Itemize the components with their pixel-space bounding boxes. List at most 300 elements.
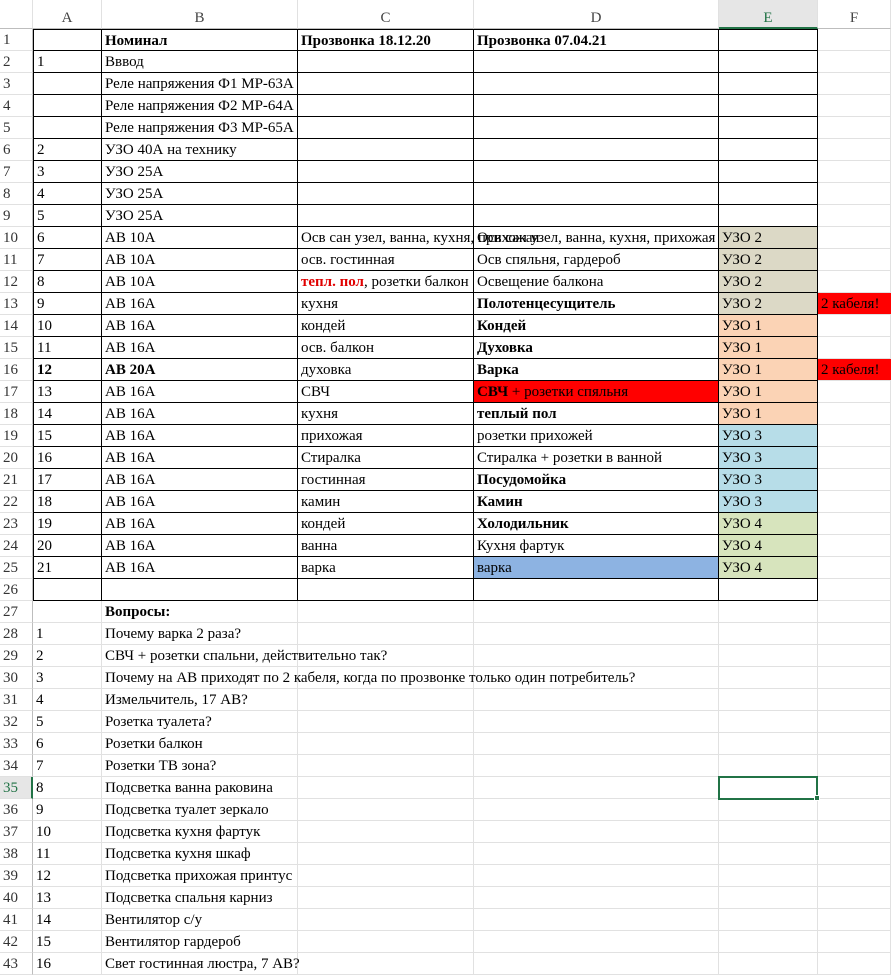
cell-e8[interactable] [719, 183, 818, 205]
cell-c25[interactable] [298, 557, 474, 579]
cell-b9[interactable] [102, 205, 298, 227]
row-header-19[interactable]: 19 [0, 425, 33, 447]
active-cell-selection[interactable] [718, 776, 818, 800]
cell-f39[interactable] [818, 865, 891, 887]
cell-a40[interactable] [33, 887, 102, 909]
column-header-c[interactable]: C [298, 0, 474, 29]
cell-c21[interactable] [298, 469, 474, 491]
cell-a34[interactable] [33, 755, 102, 777]
cell-c37[interactable] [298, 821, 474, 843]
cell-d4[interactable] [474, 95, 719, 117]
row-header-37[interactable]: 37 [0, 821, 33, 843]
row-header-29[interactable]: 29 [0, 645, 33, 667]
cell-d1[interactable] [474, 29, 719, 51]
cell-b4[interactable] [102, 95, 298, 117]
cell-f14[interactable] [818, 315, 891, 337]
cell-d17[interactable] [474, 381, 719, 403]
cell-b18[interactable] [102, 403, 298, 425]
cell-d41[interactable] [474, 909, 719, 931]
cell-e30[interactable] [719, 667, 818, 689]
cell-e5[interactable] [719, 117, 818, 139]
cell-c16[interactable] [298, 359, 474, 381]
cell-f42[interactable] [818, 931, 891, 953]
cell-d8[interactable] [474, 183, 719, 205]
cell-a43[interactable] [33, 953, 102, 975]
row-header-32[interactable]: 32 [0, 711, 33, 733]
cell-e37[interactable] [719, 821, 818, 843]
cell-c7[interactable] [298, 161, 474, 183]
cell-c41[interactable] [298, 909, 474, 931]
cell-c18[interactable] [298, 403, 474, 425]
row-header-14[interactable]: 14 [0, 315, 33, 337]
cell-a11[interactable] [33, 249, 102, 271]
cell-d19[interactable] [474, 425, 719, 447]
row-header-7[interactable]: 7 [0, 161, 33, 183]
select-all-corner[interactable] [0, 0, 33, 29]
cell-b20[interactable] [102, 447, 298, 469]
cell-e36[interactable] [719, 799, 818, 821]
cell-b2[interactable] [102, 51, 298, 73]
row-header-39[interactable]: 39 [0, 865, 33, 887]
cell-b42[interactable] [102, 931, 298, 953]
row-header-28[interactable]: 28 [0, 623, 33, 645]
row-header-40[interactable]: 40 [0, 887, 33, 909]
cell-f40[interactable] [818, 887, 891, 909]
row-header-17[interactable]: 17 [0, 381, 33, 403]
cell-b12[interactable] [102, 271, 298, 293]
row-header-33[interactable]: 33 [0, 733, 33, 755]
cell-b10[interactable] [102, 227, 298, 249]
cell-c14[interactable] [298, 315, 474, 337]
row-header-23[interactable]: 23 [0, 513, 33, 535]
cell-a16[interactable] [33, 359, 102, 381]
cell-b35[interactable] [102, 777, 298, 799]
cell-b22[interactable] [102, 491, 298, 513]
cell-b16[interactable] [102, 359, 298, 381]
cell-f36[interactable] [818, 799, 891, 821]
row-header-13[interactable]: 13 [0, 293, 33, 315]
cell-a18[interactable] [33, 403, 102, 425]
cell-c42[interactable] [298, 931, 474, 953]
cell-a20[interactable] [33, 447, 102, 469]
cell-a4[interactable] [33, 95, 102, 117]
cell-d24[interactable] [474, 535, 719, 557]
cell-f4[interactable] [818, 95, 891, 117]
cell-e19[interactable] [719, 425, 818, 447]
cell-f2[interactable] [818, 51, 891, 73]
cell-a17[interactable] [33, 381, 102, 403]
cell-a42[interactable] [33, 931, 102, 953]
cell-a15[interactable] [33, 337, 102, 359]
cell-b15[interactable] [102, 337, 298, 359]
cell-b29[interactable] [102, 645, 388, 667]
cell-c35[interactable] [298, 777, 474, 799]
cell-a1[interactable] [33, 29, 102, 51]
row-header-36[interactable]: 36 [0, 799, 33, 821]
cell-b11[interactable] [102, 249, 298, 271]
cell-f10[interactable] [818, 227, 891, 249]
cell-b33[interactable] [102, 733, 298, 755]
cell-e21[interactable] [719, 469, 818, 491]
cell-c13[interactable] [298, 293, 474, 315]
cell-f41[interactable] [818, 909, 891, 931]
cell-d21[interactable] [474, 469, 719, 491]
cell-e6[interactable] [719, 139, 818, 161]
row-header-9[interactable]: 9 [0, 205, 33, 227]
row-header-22[interactable]: 22 [0, 491, 33, 513]
cell-b25[interactable] [102, 557, 298, 579]
row-header-41[interactable]: 41 [0, 909, 33, 931]
cell-e11[interactable] [719, 249, 818, 271]
cell-c2[interactable] [298, 51, 474, 73]
cell-c9[interactable] [298, 205, 474, 227]
cell-e41[interactable] [719, 909, 818, 931]
cell-f15[interactable] [818, 337, 891, 359]
cell-a6[interactable] [33, 139, 102, 161]
cell-d39[interactable] [474, 865, 719, 887]
cell-e9[interactable] [719, 205, 818, 227]
cell-f19[interactable] [818, 425, 891, 447]
cell-e25[interactable] [719, 557, 818, 579]
cell-e24[interactable] [719, 535, 818, 557]
cell-f43[interactable] [818, 953, 891, 975]
cell-a14[interactable] [33, 315, 102, 337]
cell-e39[interactable] [719, 865, 818, 887]
cell-d38[interactable] [474, 843, 719, 865]
cell-b14[interactable] [102, 315, 298, 337]
cell-a25[interactable] [33, 557, 102, 579]
cell-d16[interactable] [474, 359, 719, 381]
cell-b7[interactable] [102, 161, 298, 183]
cell-c24[interactable] [298, 535, 474, 557]
cell-f9[interactable] [818, 205, 891, 227]
cell-f12[interactable] [818, 271, 891, 293]
cell-f27[interactable] [818, 601, 891, 623]
cell-f31[interactable] [818, 689, 891, 711]
cell-c12[interactable] [298, 271, 474, 293]
cell-f16[interactable] [818, 359, 891, 381]
cell-b1[interactable] [102, 29, 298, 51]
cell-a32[interactable] [33, 711, 102, 733]
cell-d36[interactable] [474, 799, 719, 821]
cell-b32[interactable] [102, 711, 298, 733]
cell-a3[interactable] [33, 73, 102, 95]
cell-d34[interactable] [474, 755, 719, 777]
cell-d12[interactable] [474, 271, 719, 293]
cell-e1[interactable] [719, 29, 818, 51]
cell-d28[interactable] [474, 623, 719, 645]
cell-b17[interactable] [102, 381, 298, 403]
cell-f7[interactable] [818, 161, 891, 183]
cell-d15[interactable] [474, 337, 719, 359]
cell-d32[interactable] [474, 711, 719, 733]
column-header-f[interactable]: F [818, 0, 891, 29]
cell-e40[interactable] [719, 887, 818, 909]
cell-e38[interactable] [719, 843, 818, 865]
cell-d26[interactable] [474, 579, 719, 601]
cell-e13[interactable] [719, 293, 818, 315]
cell-d42[interactable] [474, 931, 719, 953]
cell-e17[interactable] [719, 381, 818, 403]
cell-f1[interactable] [818, 29, 891, 51]
cell-b43[interactable] [102, 953, 298, 975]
cell-d25[interactable] [474, 557, 719, 579]
cell-c17[interactable] [298, 381, 474, 403]
cell-c36[interactable] [298, 799, 474, 821]
cell-a2[interactable] [33, 51, 102, 73]
cell-e3[interactable] [719, 73, 818, 95]
cell-a8[interactable] [33, 183, 102, 205]
cell-e22[interactable] [719, 491, 818, 513]
row-header-26[interactable]: 26 [0, 579, 33, 601]
cell-b36[interactable] [102, 799, 298, 821]
cell-c15[interactable] [298, 337, 474, 359]
cell-d27[interactable] [474, 601, 719, 623]
cell-d2[interactable] [474, 51, 719, 73]
cell-a26[interactable] [33, 579, 102, 601]
cell-e27[interactable] [719, 601, 818, 623]
cell-f30[interactable] [818, 667, 891, 689]
cell-f8[interactable] [818, 183, 891, 205]
cell-f37[interactable] [818, 821, 891, 843]
row-header-3[interactable]: 3 [0, 73, 33, 95]
cell-c28[interactable] [298, 623, 474, 645]
cell-c38[interactable] [298, 843, 474, 865]
cell-b28[interactable] [102, 623, 298, 645]
cell-a28[interactable] [33, 623, 102, 645]
row-header-11[interactable]: 11 [0, 249, 33, 271]
cell-f6[interactable] [818, 139, 891, 161]
cell-c11[interactable] [298, 249, 474, 271]
row-header-20[interactable]: 20 [0, 447, 33, 469]
column-header-e[interactable]: E [719, 0, 818, 29]
cell-e29[interactable] [719, 645, 818, 667]
cell-d23[interactable] [474, 513, 719, 535]
cell-d37[interactable] [474, 821, 719, 843]
cell-f24[interactable] [818, 535, 891, 557]
cell-d29[interactable] [474, 645, 719, 667]
cell-f17[interactable] [818, 381, 891, 403]
cell-f25[interactable] [818, 557, 891, 579]
cell-a38[interactable] [33, 843, 102, 865]
cell-e15[interactable] [719, 337, 818, 359]
cell-a21[interactable] [33, 469, 102, 491]
cell-c6[interactable] [298, 139, 474, 161]
cell-a41[interactable] [33, 909, 102, 931]
cell-a27[interactable] [33, 601, 102, 623]
cell-d13[interactable] [474, 293, 719, 315]
cell-c33[interactable] [298, 733, 474, 755]
cell-e14[interactable] [719, 315, 818, 337]
cell-a7[interactable] [33, 161, 102, 183]
cell-f5[interactable] [818, 117, 891, 139]
cell-b21[interactable] [102, 469, 298, 491]
cell-e42[interactable] [719, 931, 818, 953]
cell-d43[interactable] [474, 953, 719, 975]
cell-b37[interactable] [102, 821, 298, 843]
cell-e2[interactable] [719, 51, 818, 73]
cell-b19[interactable] [102, 425, 298, 447]
cell-e16[interactable] [719, 359, 818, 381]
row-header-34[interactable]: 34 [0, 755, 33, 777]
cell-b8[interactable] [102, 183, 298, 205]
cell-e20[interactable] [719, 447, 818, 469]
cell-a22[interactable] [33, 491, 102, 513]
row-header-1[interactable]: 1 [0, 29, 33, 51]
cell-b38[interactable] [102, 843, 298, 865]
cell-e34[interactable] [719, 755, 818, 777]
cell-a37[interactable] [33, 821, 102, 843]
cell-b3[interactable] [102, 73, 298, 95]
cell-a35[interactable] [33, 777, 102, 799]
row-header-27[interactable]: 27 [0, 601, 33, 623]
cell-d3[interactable] [474, 73, 719, 95]
cell-c3[interactable] [298, 73, 474, 95]
column-header-b[interactable]: B [102, 0, 298, 29]
cell-a36[interactable] [33, 799, 102, 821]
cell-f18[interactable] [818, 403, 891, 425]
cell-f35[interactable] [818, 777, 891, 799]
row-header-16[interactable]: 16 [0, 359, 33, 381]
cell-c39[interactable] [298, 865, 474, 887]
cell-f20[interactable] [818, 447, 891, 469]
cell-a31[interactable] [33, 689, 102, 711]
cell-c1[interactable] [298, 29, 474, 51]
cell-a5[interactable] [33, 117, 102, 139]
cell-e23[interactable] [719, 513, 818, 535]
cell-f38[interactable] [818, 843, 891, 865]
cell-a39[interactable] [33, 865, 102, 887]
cell-e43[interactable] [719, 953, 818, 975]
cell-c20[interactable] [298, 447, 474, 469]
cell-c27[interactable] [298, 601, 474, 623]
cell-d31[interactable] [474, 689, 719, 711]
cell-e32[interactable] [719, 711, 818, 733]
cell-c34[interactable] [298, 755, 474, 777]
row-header-38[interactable]: 38 [0, 843, 33, 865]
cell-d22[interactable] [474, 491, 719, 513]
cell-f28[interactable] [818, 623, 891, 645]
cell-c5[interactable] [298, 117, 474, 139]
row-header-42[interactable]: 42 [0, 931, 33, 953]
cell-f3[interactable] [818, 73, 891, 95]
cell-d40[interactable] [474, 887, 719, 909]
cell-d33[interactable] [474, 733, 719, 755]
cell-d18[interactable] [474, 403, 719, 425]
cell-c23[interactable] [298, 513, 474, 535]
cell-a9[interactable] [33, 205, 102, 227]
cell-e4[interactable] [719, 95, 818, 117]
cell-a13[interactable] [33, 293, 102, 315]
cell-d14[interactable] [474, 315, 719, 337]
row-header-24[interactable]: 24 [0, 535, 33, 557]
cell-d7[interactable] [474, 161, 719, 183]
cell-c43[interactable] [298, 953, 474, 975]
cell-b40[interactable] [102, 887, 298, 909]
row-header-4[interactable]: 4 [0, 95, 33, 117]
cell-d5[interactable] [474, 117, 719, 139]
cell-f23[interactable] [818, 513, 891, 535]
row-header-31[interactable]: 31 [0, 689, 33, 711]
fill-handle[interactable] [814, 795, 820, 801]
cell-a10[interactable] [33, 227, 102, 249]
cell-e26[interactable] [719, 579, 818, 601]
cell-a19[interactable] [33, 425, 102, 447]
row-header-2[interactable]: 2 [0, 51, 33, 73]
cell-c22[interactable] [298, 491, 474, 513]
cell-b5[interactable] [102, 117, 298, 139]
cell-a24[interactable] [33, 535, 102, 557]
cell-d9[interactable] [474, 205, 719, 227]
cell-f22[interactable] [818, 491, 891, 513]
cell-b31[interactable] [102, 689, 298, 711]
cell-e33[interactable] [719, 733, 818, 755]
cell-f29[interactable] [818, 645, 891, 667]
cell-b13[interactable] [102, 293, 298, 315]
cell-b34[interactable] [102, 755, 298, 777]
cell-f11[interactable] [818, 249, 891, 271]
cell-f26[interactable] [818, 579, 891, 601]
row-header-8[interactable]: 8 [0, 183, 33, 205]
row-header-5[interactable]: 5 [0, 117, 33, 139]
cell-f32[interactable] [818, 711, 891, 733]
row-header-10[interactable]: 10 [0, 227, 33, 249]
cell-f34[interactable] [818, 755, 891, 777]
cell-c31[interactable] [298, 689, 474, 711]
cell-a29[interactable] [33, 645, 102, 667]
row-header-6[interactable]: 6 [0, 139, 33, 161]
row-header-21[interactable]: 21 [0, 469, 33, 491]
row-header-18[interactable]: 18 [0, 403, 33, 425]
cell-a23[interactable] [33, 513, 102, 535]
cell-b24[interactable] [102, 535, 298, 557]
cell-b30[interactable] [102, 667, 636, 689]
row-header-30[interactable]: 30 [0, 667, 33, 689]
row-header-12[interactable]: 12 [0, 271, 33, 293]
cell-a30[interactable] [33, 667, 102, 689]
cell-e10[interactable] [719, 227, 818, 249]
column-header-a[interactable]: A [33, 0, 102, 29]
cell-f33[interactable] [818, 733, 891, 755]
cell-f13[interactable] [818, 293, 891, 315]
cell-b23[interactable] [102, 513, 298, 535]
cell-e28[interactable] [719, 623, 818, 645]
row-header-25[interactable]: 25 [0, 557, 33, 579]
cell-b26[interactable] [102, 579, 298, 601]
cell-b6[interactable] [102, 139, 298, 161]
cell-d11[interactable] [474, 249, 719, 271]
cell-c32[interactable] [298, 711, 474, 733]
cell-e7[interactable] [719, 161, 818, 183]
cell-c19[interactable] [298, 425, 474, 447]
cell-c10[interactable] [298, 227, 540, 249]
row-header-15[interactable]: 15 [0, 337, 33, 359]
column-header-d[interactable]: D [474, 0, 719, 29]
cell-c26[interactable] [298, 579, 474, 601]
cell-e12[interactable] [719, 271, 818, 293]
row-header-43[interactable]: 43 [0, 953, 33, 975]
cell-d35[interactable] [474, 777, 719, 799]
row-header-35[interactable]: 35 [0, 777, 33, 799]
cell-e18[interactable] [719, 403, 818, 425]
cell-c4[interactable] [298, 95, 474, 117]
cell-b39[interactable] [102, 865, 298, 887]
cell-d6[interactable] [474, 139, 719, 161]
cell-a12[interactable] [33, 271, 102, 293]
cell-d20[interactable] [474, 447, 719, 469]
cell-c8[interactable] [298, 183, 474, 205]
cell-b41[interactable] [102, 909, 298, 931]
